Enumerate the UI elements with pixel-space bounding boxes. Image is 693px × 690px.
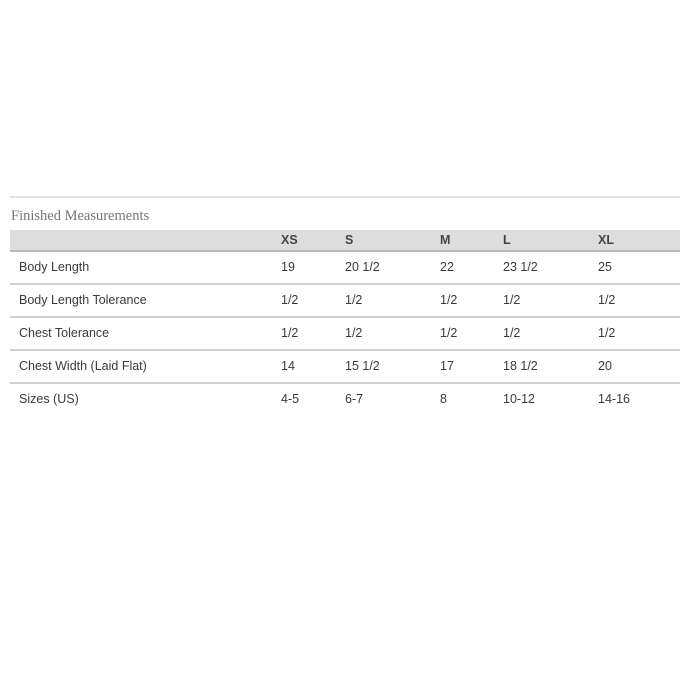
cell-xs: 19 — [272, 251, 336, 284]
size-chart-section — [10, 196, 680, 415]
row-label: Sizes (US) — [19, 392, 79, 406]
cell-s: 1/2 — [336, 317, 431, 350]
table-row — [10, 350, 680, 383]
header-size-l: L — [494, 230, 589, 251]
header-size-m: M — [431, 230, 494, 251]
header-size-s: S — [336, 230, 431, 251]
cell-xl: 25 — [589, 251, 680, 284]
table-row — [10, 317, 680, 350]
header-measurement — [10, 230, 272, 251]
cell-xs: 1/2 — [272, 317, 336, 350]
row-label: Chest Tolerance — [10, 317, 272, 350]
table-row — [10, 383, 680, 415]
row-label: Body Length Tolerance — [10, 284, 272, 317]
cell-s: 6-7 — [345, 392, 364, 406]
cell-m: 1/2 — [431, 284, 494, 317]
cell-m: 1/2 — [431, 317, 494, 350]
cell-s: 1/2 — [336, 284, 431, 317]
cell-xl: 1/2 — [589, 284, 680, 317]
table-header-row — [10, 230, 680, 251]
table-row — [10, 251, 680, 284]
cell-l: 18 1/2 — [494, 350, 589, 383]
table-row — [10, 284, 680, 317]
header-size-xs: XS — [272, 230, 336, 251]
section-title: Finished Measurements — [11, 208, 150, 224]
cell-l: 1/2 — [494, 284, 589, 317]
cell-xs: 1/2 — [272, 284, 336, 317]
cell-xl: 14-16 — [598, 392, 630, 406]
cell-xl: 1/2 — [589, 317, 680, 350]
row-label: Body Length — [10, 251, 272, 284]
cell-m: 17 — [431, 350, 494, 383]
cell-xs: 14 — [272, 350, 336, 383]
cell-l: 10-12 — [503, 392, 535, 406]
cell-l: 23 1/2 — [494, 251, 589, 284]
cell-s: 15 1/2 — [336, 350, 431, 383]
row-label: Chest Width (Laid Flat) — [10, 350, 272, 383]
measurements-table — [10, 230, 680, 415]
cell-l: 1/2 — [494, 317, 589, 350]
cell-xs: 4-5 — [281, 392, 300, 406]
header-size-xl: XL — [589, 230, 680, 251]
cell-s: 20 1/2 — [336, 251, 431, 284]
cell-m: 8 — [440, 392, 447, 406]
cell-xl: 20 — [589, 350, 680, 383]
cell-m: 22 — [431, 251, 494, 284]
